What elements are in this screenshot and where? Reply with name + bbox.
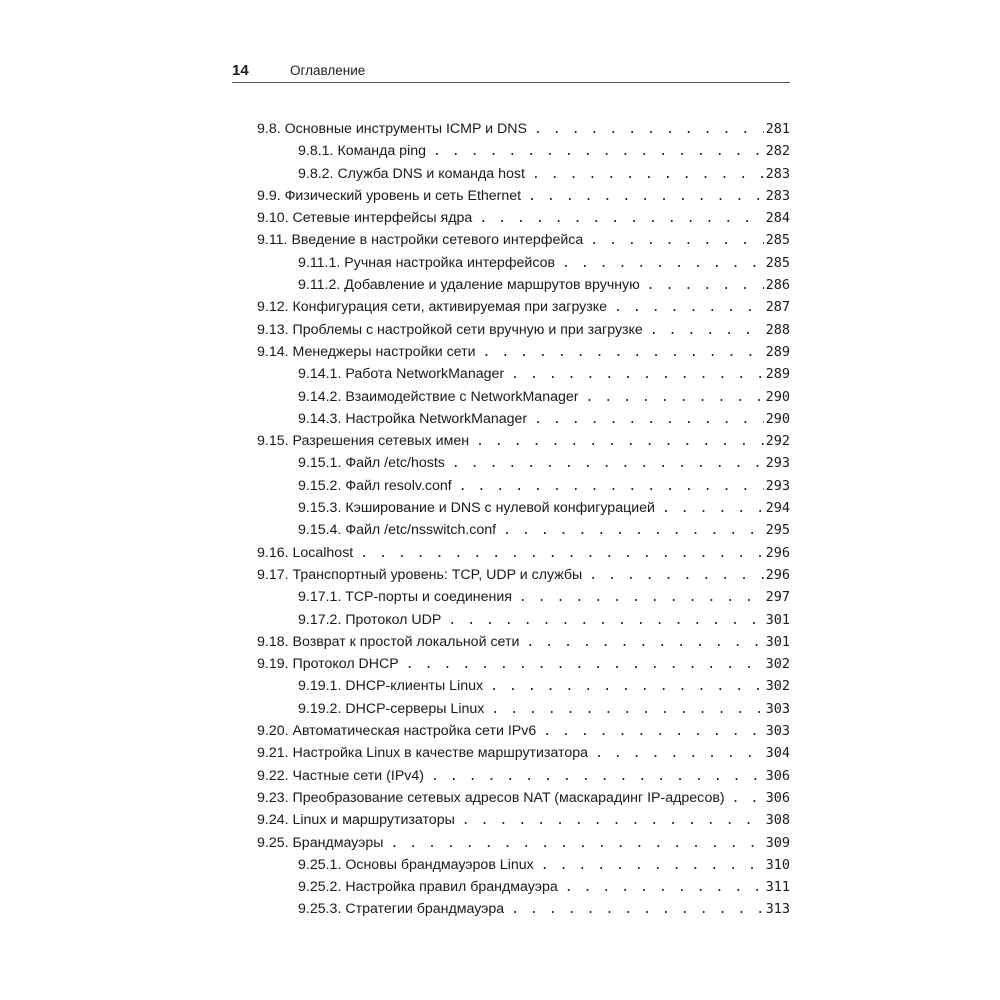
- toc-entry-title: 9.11.2. Добавление и удаление маршрутов вручную: [298, 277, 640, 294]
- toc-entry-title: 9.24. Linux и маршрутизаторы: [257, 812, 455, 829]
- toc-entry-title: 9.25.2. Настройка правил брандмауэра: [298, 879, 558, 896]
- toc-subsection-entry: [257, 452, 790, 474]
- toc-entry-page: 284: [765, 210, 790, 227]
- dot-leader: [650, 320, 764, 342]
- dot-leader: [528, 186, 763, 208]
- dot-leader: [433, 141, 764, 163]
- dot-leader: [476, 431, 764, 453]
- toc-section-entry: [257, 765, 790, 787]
- page-number: 14: [232, 62, 249, 79]
- toc-entry-page: 311: [765, 879, 790, 896]
- toc-entry-page: 303: [765, 723, 790, 740]
- dot-leader: [595, 743, 764, 765]
- toc-subsection-entry: [257, 274, 790, 296]
- dot-leader: [511, 364, 763, 386]
- toc-subsection-entry: [257, 140, 790, 162]
- toc-section-entry: [257, 319, 790, 341]
- toc-entry-title: 9.13. Проблемы с настройкой сети вручную и при загрузке: [257, 321, 643, 338]
- toc-entry-title: 9.14.1. Работа NetworkManager: [298, 366, 505, 383]
- toc-entry-page: 282: [765, 143, 790, 160]
- toc-entry-page: 296: [765, 544, 790, 561]
- toc-section-entry: [257, 809, 790, 831]
- toc-entry-page: 288: [765, 321, 790, 338]
- toc-subsection-entry: [257, 163, 790, 185]
- toc-entry-page: 301: [765, 633, 790, 650]
- dot-leader: [479, 208, 763, 230]
- toc-entry-page: 290: [765, 388, 790, 405]
- toc-entry-page: 304: [765, 745, 790, 762]
- toc-entry-title: 9.20. Автоматическая настройка сети IPv6: [257, 723, 537, 740]
- dot-leader: [448, 610, 763, 632]
- toc-section-entry: [257, 542, 790, 564]
- toc-entry-page: 313: [765, 901, 790, 918]
- toc-subsection-entry: [257, 854, 790, 876]
- toc-entry-page: 283: [765, 165, 790, 182]
- toc-section-entry: [257, 296, 790, 318]
- toc-entry-page: 297: [765, 589, 790, 606]
- toc-section-entry: [257, 118, 790, 140]
- toc-entry-page: 289: [765, 366, 790, 383]
- dot-leader: [519, 587, 764, 609]
- toc-subsection-entry: [257, 586, 790, 608]
- dot-leader: [565, 877, 764, 899]
- dot-leader: [534, 409, 763, 431]
- toc-entry-page: 285: [765, 254, 790, 271]
- toc-entry-title: 9.15.4. Файл /etc/nsswitch.conf: [298, 522, 497, 539]
- toc-subsection-entry: [257, 497, 790, 519]
- toc-section-entry: [257, 564, 790, 586]
- toc-entry-title: 9.18. Возврат к простой локальной сети: [257, 633, 520, 650]
- toc-entry-page: 293: [765, 455, 790, 472]
- toc-entry-page: 293: [765, 477, 790, 494]
- toc-entry-title: 9.19.2. DHCP-серверы Linux: [298, 700, 485, 717]
- toc-subsection-entry: [257, 519, 790, 541]
- toc-section-entry: [257, 631, 790, 653]
- toc-subsection-entry: [257, 252, 790, 274]
- toc-entry-title: 9.17.2. Протокол UDP: [298, 611, 442, 628]
- toc-entry-title: 9.22. Частные сети (IPv4): [257, 767, 425, 784]
- dot-leader: [590, 230, 763, 252]
- toc-entry-page: 287: [765, 299, 790, 316]
- toc-entry-page: 309: [765, 834, 790, 851]
- toc-entry-page: 306: [765, 789, 790, 806]
- toc-section-entry: [257, 341, 790, 363]
- toc-section-entry: [257, 653, 790, 675]
- toc-entry-page: 289: [765, 343, 790, 360]
- table-of-contents: [257, 118, 790, 921]
- toc-entry-page: 283: [765, 187, 790, 204]
- dot-leader: [360, 543, 763, 565]
- toc-entry-title: 9.17.1. TCP-порты и соединения: [298, 589, 512, 606]
- dot-leader: [543, 721, 763, 743]
- toc-section-entry: [257, 185, 790, 207]
- toc-entry-title: 9.15.2. Файл resolv.conf: [298, 477, 452, 494]
- toc-entry-title: 9.23. Преобразование сетевых адресов NAT (маскарадинг IP-адресов): [257, 789, 725, 806]
- toc-entry-title: 9.14. Менеджеры настройки сети: [257, 343, 476, 360]
- dot-leader: [647, 275, 764, 297]
- dot-leader: [490, 676, 764, 698]
- dot-leader: [532, 164, 764, 186]
- toc-section-entry: [257, 207, 790, 229]
- toc-entry-page: 292: [765, 433, 790, 450]
- toc-entry-page: 286: [765, 277, 790, 294]
- dot-leader: [662, 498, 764, 520]
- toc-subsection-entry: [257, 363, 790, 385]
- toc-subsection-entry: [257, 609, 790, 631]
- toc-entry-page: 303: [765, 700, 790, 717]
- running-title: Оглавление: [290, 63, 366, 78]
- toc-entry-page: 310: [765, 856, 790, 873]
- toc-section-entry: [257, 832, 790, 854]
- toc-entry-title: 9.11.1. Ручная настройка интерфейсов: [298, 254, 555, 271]
- toc-entry-title: 9.25.3. Стратегии брандмауэра: [298, 901, 505, 918]
- toc-section-entry: [257, 787, 790, 809]
- toc-entry-title: 9.19. Протокол DHCP: [257, 656, 399, 673]
- toc-entry-page: 290: [765, 410, 790, 427]
- toc-entry-title: 9.14.2. Взаимодействие с NetworkManager: [298, 388, 579, 405]
- toc-entry-page: 281: [765, 121, 790, 137]
- toc-entry-title: 9.16. Localhost: [257, 544, 354, 561]
- toc-entry-page: 306: [765, 767, 790, 784]
- toc-entry-page: 302: [765, 678, 790, 695]
- dot-leader: [462, 810, 764, 832]
- toc-subsection-entry: [257, 698, 790, 720]
- toc-entry-page: 296: [765, 566, 790, 583]
- toc-subsection-entry: [257, 876, 790, 898]
- toc-entry-title: 9.15. Разрешения сетевых имен: [257, 433, 470, 450]
- dot-leader: [491, 699, 763, 721]
- dot-leader: [511, 899, 763, 921]
- toc-section-entry: [257, 742, 790, 764]
- dot-leader: [390, 833, 763, 855]
- toc-entry-title: 9.8.1. Команда ping: [298, 143, 427, 160]
- dot-leader: [534, 119, 764, 141]
- dot-leader: [586, 387, 764, 409]
- toc-entry-page: 302: [765, 656, 790, 673]
- toc-section-entry: [257, 720, 790, 742]
- dot-leader: [483, 342, 764, 364]
- dot-leader: [732, 788, 764, 810]
- toc-entry-title: 9.21. Настройка Linux в качестве маршрутизатора: [257, 745, 589, 762]
- toc-entry-title: 9.12. Конфигурация сети, активируемая при загрузке: [257, 299, 608, 316]
- dot-leader: [406, 654, 764, 676]
- dot-leader: [459, 476, 764, 498]
- toc-subsection-entry: [257, 675, 790, 697]
- dot-leader: [541, 855, 764, 877]
- page-header: [232, 60, 790, 83]
- toc-section-entry: [257, 430, 790, 452]
- dot-leader: [503, 520, 763, 542]
- toc-entry-title: 9.19.1. DHCP-клиенты Linux: [298, 678, 484, 695]
- toc-entry-page: 295: [765, 522, 790, 539]
- toc-entry-title: 9.11. Введение в настройки сетевого интерфейса: [257, 232, 584, 249]
- toc-entry-title: 9.17. Транспортный уровень: TCP, UDP и службы: [257, 566, 583, 583]
- toc-entry-title: 9.10. Сетевые интерфейсы ядра: [257, 210, 473, 227]
- dot-leader: [452, 453, 764, 475]
- toc-entry-title: 9.8.2. Служба DNS и команда host: [298, 165, 525, 182]
- toc-entry-title: 9.15.3. Кэширование и DNS с нулевой конфигурацией: [298, 500, 655, 517]
- dot-leader: [589, 565, 763, 587]
- toc-entry-page: 308: [765, 812, 790, 829]
- toc-subsection-entry: [257, 898, 790, 920]
- dot-leader: [614, 297, 764, 319]
- toc-entry-title: 9.25. Брандмауэры: [257, 834, 384, 851]
- toc-entry-title: 9.25.1. Основы брандмауэров Linux: [298, 856, 534, 873]
- dot-leader: [431, 766, 764, 788]
- toc-subsection-entry: [257, 386, 790, 408]
- dot-leader: [526, 632, 763, 654]
- toc-entry-page: 285: [765, 232, 790, 249]
- toc-subsection-entry: [257, 475, 790, 497]
- toc-entry-title: 9.9. Физический уровень и сеть Ethernet: [257, 187, 522, 204]
- toc-entry-page: 294: [765, 500, 790, 517]
- toc-entry-title: 9.8. Основные инструменты ICMP и DNS: [257, 121, 527, 137]
- toc-subsection-entry: [257, 408, 790, 430]
- toc-section-entry: [257, 229, 790, 251]
- toc-entry-title: 9.14.3. Настройка NetworkManager: [298, 410, 528, 427]
- dot-leader: [562, 253, 764, 275]
- toc-entry-page: 301: [765, 611, 790, 628]
- toc-entry-title: 9.15.1. Файл /etc/hosts: [298, 455, 445, 472]
